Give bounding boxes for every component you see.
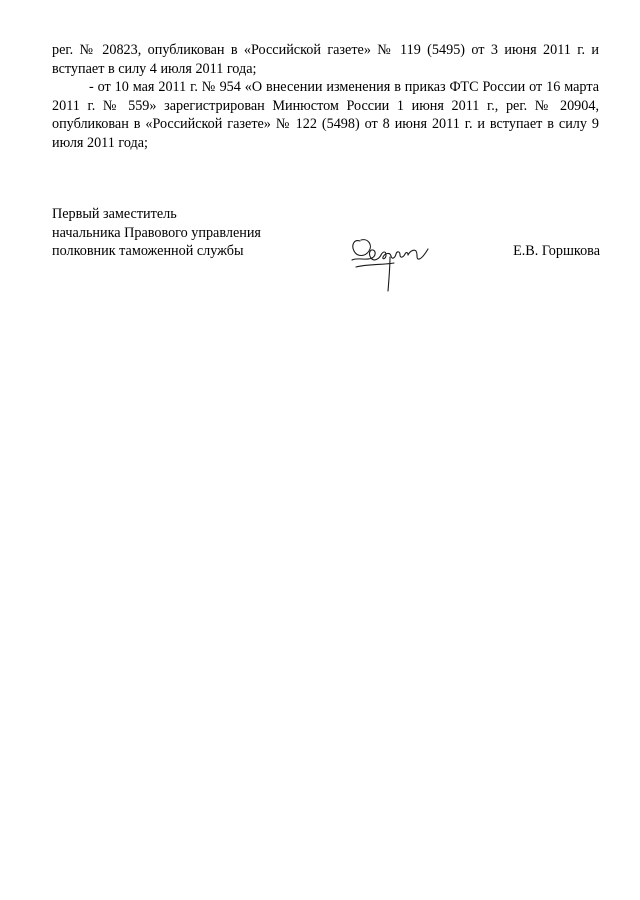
signature-block — [52, 205, 600, 295]
signer-position-line-1: Первый заместитель — [52, 206, 177, 222]
paragraph-order-954: - от 10 мая 2011 г. № 954 «О внесении изменения в приказ ФТС России от 16 марта 2011 г. № 559» зарегистрирован Минюстом России 1 июня 2011 г., рег. № 20904, опубликован в «Российской газете» № 122 (5498) от 8 июня 2011 г. и вступает в силу 9 июля 2011 года; — [52, 79, 599, 151]
signer-name: Е.В. Горшкова — [513, 243, 600, 259]
signer-position-line-3: полковник таможенной службы — [52, 243, 244, 259]
document-body — [52, 41, 599, 152]
signer-position-line-2: начальника Правового управления — [52, 224, 261, 241]
signer-position-title — [52, 205, 261, 261]
paragraph-continuation: рег. № 20823, опубликован в «Российской газете» № 119 (5495) от 3 июня 2011 г. и вступает в силу 4 июля 2011 года; — [52, 42, 599, 77]
handwritten-signature-icon — [348, 227, 438, 295]
